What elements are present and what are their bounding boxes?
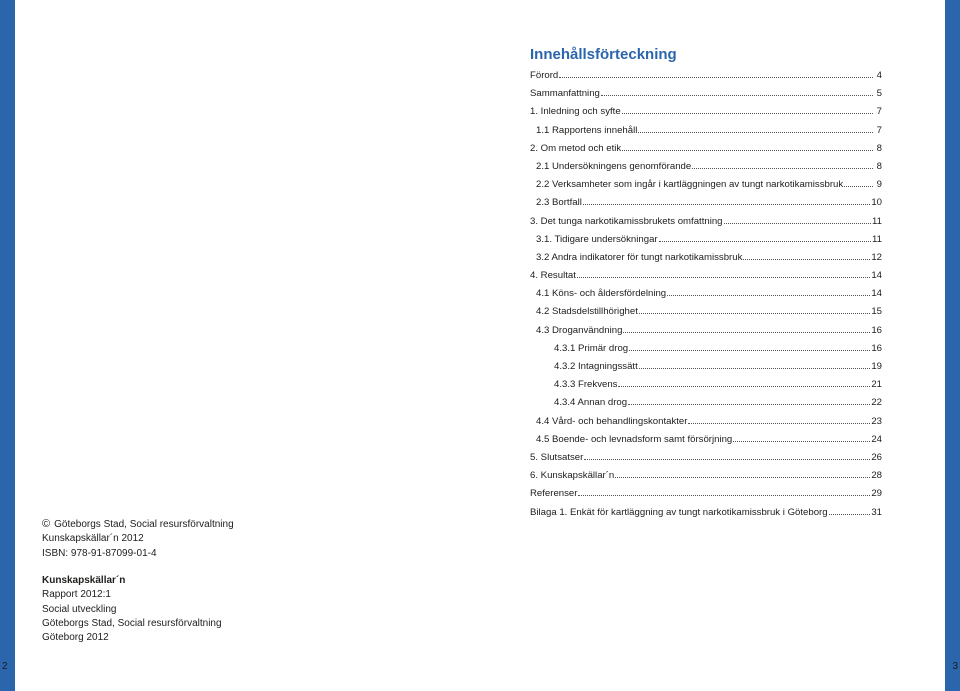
toc-entry-label: 2.3 Bortfall <box>536 197 582 209</box>
toc-entry-label: 4.3.4 Annan drog <box>554 397 628 409</box>
toc-leader-dots <box>623 331 870 333</box>
toc-leader-dots <box>615 476 870 478</box>
toc-list <box>530 70 882 525</box>
toc-leader-dots <box>618 385 870 387</box>
toc-entry-page: 8 <box>876 160 882 172</box>
toc-entry-page: 4 <box>876 70 882 81</box>
toc-entry-page: 11 <box>872 215 882 227</box>
toc-entry-page: 9 <box>876 179 882 191</box>
toc-entry[interactable] <box>530 161 882 179</box>
table-of-contents <box>530 46 882 525</box>
toc-entry[interactable] <box>530 288 882 306</box>
toc-entry-label: Sammanfattning <box>530 88 600 100</box>
toc-entry-label: 4.5 Boende- och levnadsform samt försörjning <box>536 433 733 445</box>
toc-leader-dots <box>622 112 873 114</box>
toc-entry-page: 15 <box>871 306 882 318</box>
left-page-number: 2 <box>2 661 8 672</box>
toc-entry-label: 4.3.3 Frekvens <box>554 379 618 391</box>
series-name: Kunskapskällar´n <box>42 575 126 586</box>
toc-entry[interactable] <box>530 470 882 488</box>
toc-entry[interactable] <box>530 434 882 452</box>
toc-entry-page: 29 <box>871 488 882 500</box>
toc-entry[interactable] <box>530 125 882 143</box>
toc-leader-dots <box>829 513 871 515</box>
toc-entry-label: 4.3.2 Intagningssätt <box>554 361 638 372</box>
toc-entry[interactable] <box>530 234 882 252</box>
toc-entry[interactable] <box>530 343 882 361</box>
toc-entry[interactable] <box>530 325 882 343</box>
toc-entry[interactable] <box>530 306 882 324</box>
left-edge-band <box>0 0 15 691</box>
organization: Göteborgs Stad, Social resursförvaltning <box>42 617 222 629</box>
toc-entry[interactable] <box>530 197 882 215</box>
toc-leader-dots <box>724 222 872 224</box>
toc-leader-dots <box>688 422 870 424</box>
toc-entry[interactable] <box>530 143 882 161</box>
toc-entry-label: 4.2 Stadsdelstillhörighet <box>536 306 638 318</box>
toc-entry[interactable] <box>530 70 882 88</box>
toc-entry-page: 14 <box>871 288 882 300</box>
toc-entry[interactable] <box>530 106 882 124</box>
toc-leader-dots <box>584 458 870 460</box>
imprint <box>42 574 282 645</box>
toc-entry-page: 11 <box>872 233 882 245</box>
series-issue: Kunskapskällar´n 2012 <box>42 533 144 545</box>
toc-entry[interactable] <box>530 88 882 106</box>
toc-leader-dots <box>559 76 873 78</box>
toc-entry-label: Bilaga 1. Enkät för kartläggning av tungt narkotikamissbruk i Göteborg <box>530 506 828 518</box>
toc-entry-page: 7 <box>876 106 882 118</box>
toc-entry-page: 7 <box>876 124 882 136</box>
place-year: Göteborg 2012 <box>42 632 109 644</box>
toc-leader-dots <box>578 494 870 496</box>
colophon <box>42 517 282 561</box>
toc-leader-dots <box>628 403 870 405</box>
toc-entry-page: 31 <box>871 506 882 518</box>
copyright-line <box>42 517 282 532</box>
toc-leader-dots <box>639 367 871 369</box>
toc-leader-dots <box>743 258 870 260</box>
toc-entry-label: Förord <box>530 70 559 81</box>
toc-entry[interactable] <box>530 379 882 397</box>
toc-entry-label: 4.4 Vård- och behandlingskontakter <box>536 415 688 427</box>
copyright-holder: Göteborgs Stad, Social resursförvaltning <box>54 519 234 530</box>
toc-entry[interactable] <box>530 452 882 470</box>
toc-entry[interactable] <box>530 397 882 415</box>
toc-entry-page: 22 <box>871 397 882 409</box>
toc-leader-dots <box>583 203 870 205</box>
toc-leader-dots <box>638 131 873 133</box>
toc-leader-dots <box>577 276 870 278</box>
toc-entry-page: 24 <box>871 433 882 445</box>
toc-entry-label: 4.3 Droganvändning <box>536 324 623 336</box>
right-page-number: 3 <box>952 661 958 672</box>
toc-entry[interactable] <box>530 252 882 270</box>
toc-entry[interactable] <box>530 488 882 506</box>
toc-entry[interactable] <box>530 507 882 525</box>
toc-entry[interactable] <box>530 416 882 434</box>
toc-entry-page: 12 <box>871 251 882 263</box>
toc-leader-dots <box>733 440 870 442</box>
toc-entry-page: 21 <box>871 379 882 391</box>
toc-entry-label: 3. Det tunga narkotikamissbrukets omfattning <box>530 215 723 227</box>
toc-entry-label: 2. Om metod och etik <box>530 142 622 154</box>
toc-entry-label: 6. Kunskapskällar´n <box>530 470 615 482</box>
toc-title: Innehållsförteckning <box>530 46 677 63</box>
toc-entry[interactable] <box>530 361 882 379</box>
toc-entry-page: 5 <box>876 88 882 100</box>
toc-leader-dots <box>659 240 871 242</box>
toc-entry-label: 4.1 Köns- och åldersfördelning <box>536 288 667 300</box>
toc-entry-page: 19 <box>871 361 882 372</box>
isbn: ISBN: 978-91-87099-01-4 <box>42 547 157 559</box>
toc-entry-page: 16 <box>871 342 882 354</box>
toc-entry-page: 14 <box>871 270 882 282</box>
right-edge-band <box>945 0 960 691</box>
toc-entry-label: 3.2 Andra indikatorer för tungt narkotikamissbruk <box>536 251 743 263</box>
toc-entry-page: 10 <box>871 197 882 209</box>
toc-leader-dots <box>667 294 870 296</box>
toc-entry-label: 3.1. Tidigare undersökningar <box>536 233 658 245</box>
toc-entry-label: 5. Slutsatser <box>530 451 584 463</box>
toc-entry[interactable] <box>530 270 882 288</box>
toc-entry-page: 16 <box>871 324 882 336</box>
department: Social utveckling <box>42 603 117 615</box>
toc-entry-label: Referenser <box>530 488 578 500</box>
toc-entry-label: 2.1 Undersökningens genomförande <box>536 160 692 172</box>
toc-entry-page: 26 <box>871 451 882 463</box>
toc-entry[interactable] <box>530 216 882 234</box>
report-number: Rapport 2012:1 <box>42 589 111 601</box>
toc-entry-page: 28 <box>871 470 882 482</box>
toc-entry-label: 4.3.1 Primär drog <box>554 342 629 354</box>
toc-entry-label: 1. Inledning och syfte <box>530 106 621 118</box>
toc-entry-label: 1.1 Rapportens innehåll <box>536 124 638 136</box>
toc-leader-dots <box>639 312 870 314</box>
toc-entry-page: 23 <box>871 415 882 427</box>
toc-leader-dots <box>629 349 870 351</box>
toc-leader-dots <box>692 167 873 169</box>
toc-entry-label: 4. Resultat <box>530 270 576 282</box>
toc-entry[interactable] <box>530 179 882 197</box>
toc-leader-dots <box>601 94 873 96</box>
toc-leader-dots <box>844 185 873 187</box>
toc-leader-dots <box>622 149 873 151</box>
toc-entry-page: 8 <box>876 142 882 154</box>
copyright-symbol: © <box>42 518 51 530</box>
toc-entry-label: 2.2 Verksamheter som ingår i kartläggningen av tungt narkotikamissbruk <box>536 179 844 191</box>
